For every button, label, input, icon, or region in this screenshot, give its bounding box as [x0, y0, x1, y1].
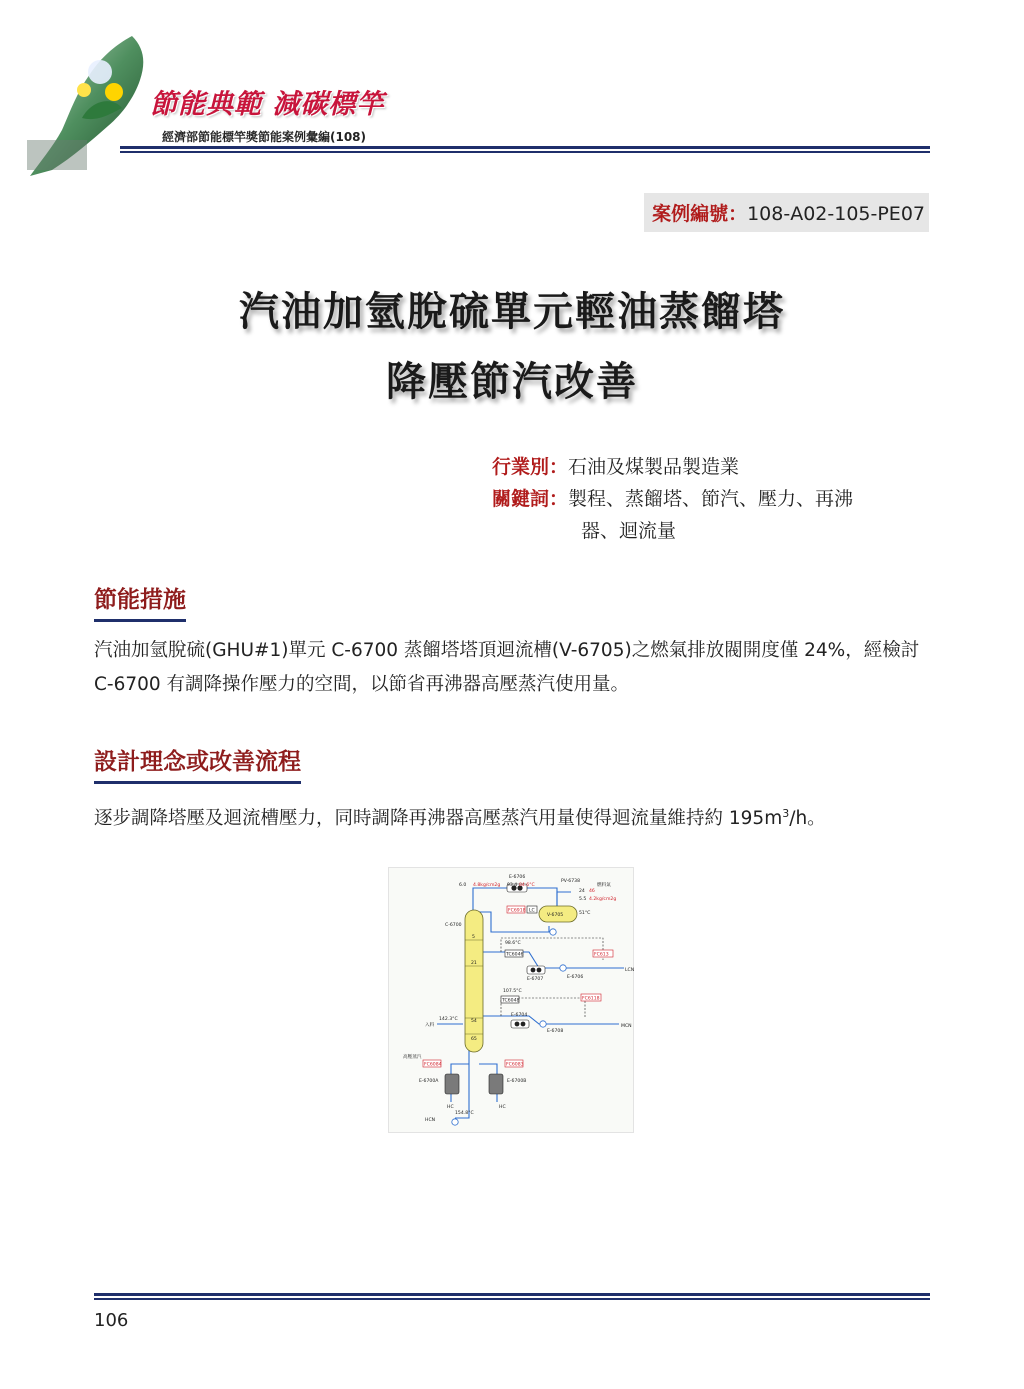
label-temp-top-after: 84.6°C [519, 883, 535, 888]
header-rule [120, 146, 930, 149]
keywords-row [492, 484, 853, 511]
label-pv-after: 46 [589, 889, 595, 894]
label-pressure-before: 6.0 [459, 883, 467, 888]
label-fc-lcn: FC613 [594, 952, 609, 958]
footer-rule [94, 1293, 930, 1296]
label-reboiler-b: E-6700B [507, 1079, 527, 1084]
label-mcn: MCN [621, 1024, 632, 1029]
label-hc-left: HC [447, 1105, 454, 1110]
label-pressure-after: 4.8kg/cm2g [473, 883, 501, 888]
label-tray-54: 54 [471, 1019, 477, 1024]
exchanger-e6707 [527, 966, 545, 974]
reboiler-a [445, 1074, 459, 1094]
label-e6704: E-6704 [511, 1013, 528, 1018]
label-e6707: E-6707 [527, 977, 544, 982]
design-text-end: /h。 [789, 808, 826, 830]
label-tc-1: TC6046 [506, 952, 524, 958]
label-tray-5: 5 [472, 935, 475, 940]
label-lc: LC [529, 908, 535, 914]
design-text: 逐步調降塔壓及迴流槽壓力，同時調降再沸器高壓蒸汽用量使得迴流量維持約 195m [94, 808, 783, 830]
label-fc-reflux: FC6918 [508, 908, 526, 914]
label-reboiler-a: E-6700A [419, 1079, 439, 1084]
page-title-line1: 汽油加氫脫硫單元輕油蒸餾塔 [239, 289, 785, 335]
pump-mcn [540, 1021, 546, 1027]
label-fc-right: FC6083 [506, 1062, 524, 1068]
label-temp-1: 98.6°C [505, 941, 521, 946]
brand-subtitle: 經濟部節能標竿獎節能案例彙編(108) [162, 130, 367, 144]
keywords-value-cont: 器、迴流量 [581, 520, 677, 542]
case-number-value: 108-A02-105-PE07 [747, 203, 925, 225]
label-feed-temp: 142.3°C [439, 1017, 458, 1022]
label-drum-p-before: 5.5 [579, 897, 587, 902]
page-number: 106 [94, 1310, 129, 1331]
label-lcn: LCN [625, 968, 635, 973]
keywords-label: 關鍵詞： [492, 488, 569, 510]
page-title-line2: 降壓節汽改善 [386, 359, 638, 405]
label-pv: PV-6738 [561, 879, 580, 884]
label-column: C-6700 [445, 923, 462, 928]
pump-reflux [550, 929, 556, 935]
distillation-column [465, 910, 483, 1052]
keywords-value: 製程、蒸餾塔、節汽、壓力、再沸 [568, 488, 854, 510]
case-number-box [644, 193, 929, 232]
label-fc-left: FC6084 [424, 1062, 442, 1068]
design-paragraph [94, 797, 930, 836]
case-number-label: 案例編號： [652, 203, 748, 225]
label-e6706: E-6706 [509, 875, 526, 880]
label-temp-2: 107.5°C [503, 989, 522, 994]
pump-hcn [452, 1119, 458, 1125]
label-feed: 入料 [425, 1023, 435, 1028]
section-heading-design: 設計理念或改善流程 [94, 743, 301, 784]
design-superscript: 3 [782, 807, 790, 820]
label-tc-2: TC6048 [502, 998, 520, 1004]
label-drum: V-6705 [547, 913, 564, 918]
label-tray-65: 65 [471, 1037, 477, 1042]
label-drum-temp: 51°C [579, 911, 591, 916]
pump-lcn [560, 965, 566, 971]
industry-label: 行業別： [492, 456, 569, 478]
label-to-fuel: 燃料氣 [597, 883, 611, 888]
label-hcn: HCN [425, 1118, 436, 1123]
label-tray-21: 21 [471, 961, 477, 966]
label-temp-top-before: 93.4 [507, 883, 518, 888]
label-fc-mcn: FC6118 [582, 996, 600, 1002]
header-rule-thin [120, 151, 930, 153]
label-e6708: E-6708 [547, 1029, 564, 1034]
label-bottom-temp: 154.8°C [455, 1111, 474, 1116]
label-e6706b: E-6706 [567, 975, 584, 980]
footer-rule-thin [94, 1298, 930, 1300]
exchanger-e6704 [511, 1020, 529, 1028]
brand-title: 節能典範 減碳標竿 [150, 89, 385, 120]
process-flow-diagram [389, 868, 633, 1132]
industry-value: 石油及煤製品製造業 [568, 456, 740, 478]
reboiler-b [489, 1074, 503, 1094]
label-hp-steam: 高壓蒸汽 [403, 1055, 422, 1060]
industry-row [492, 452, 739, 479]
measures-paragraph: 汽油加氫脫硫(GHU#1)單元 C-6700 蒸餾塔塔頂迴流槽(V-6705)之燃氣排放閥開度僅 24%，經檢討 C-6700 有調降操作壓力的空間，以節省再沸器高壓蒸汽使用量。 [94, 640, 920, 695]
label-pv-before: 24 [579, 889, 585, 894]
label-hc-right: HC [499, 1105, 506, 1110]
section-heading-measures: 節能措施 [94, 581, 186, 622]
label-drum-p-after: 4.2kg/cm2g [589, 897, 617, 902]
